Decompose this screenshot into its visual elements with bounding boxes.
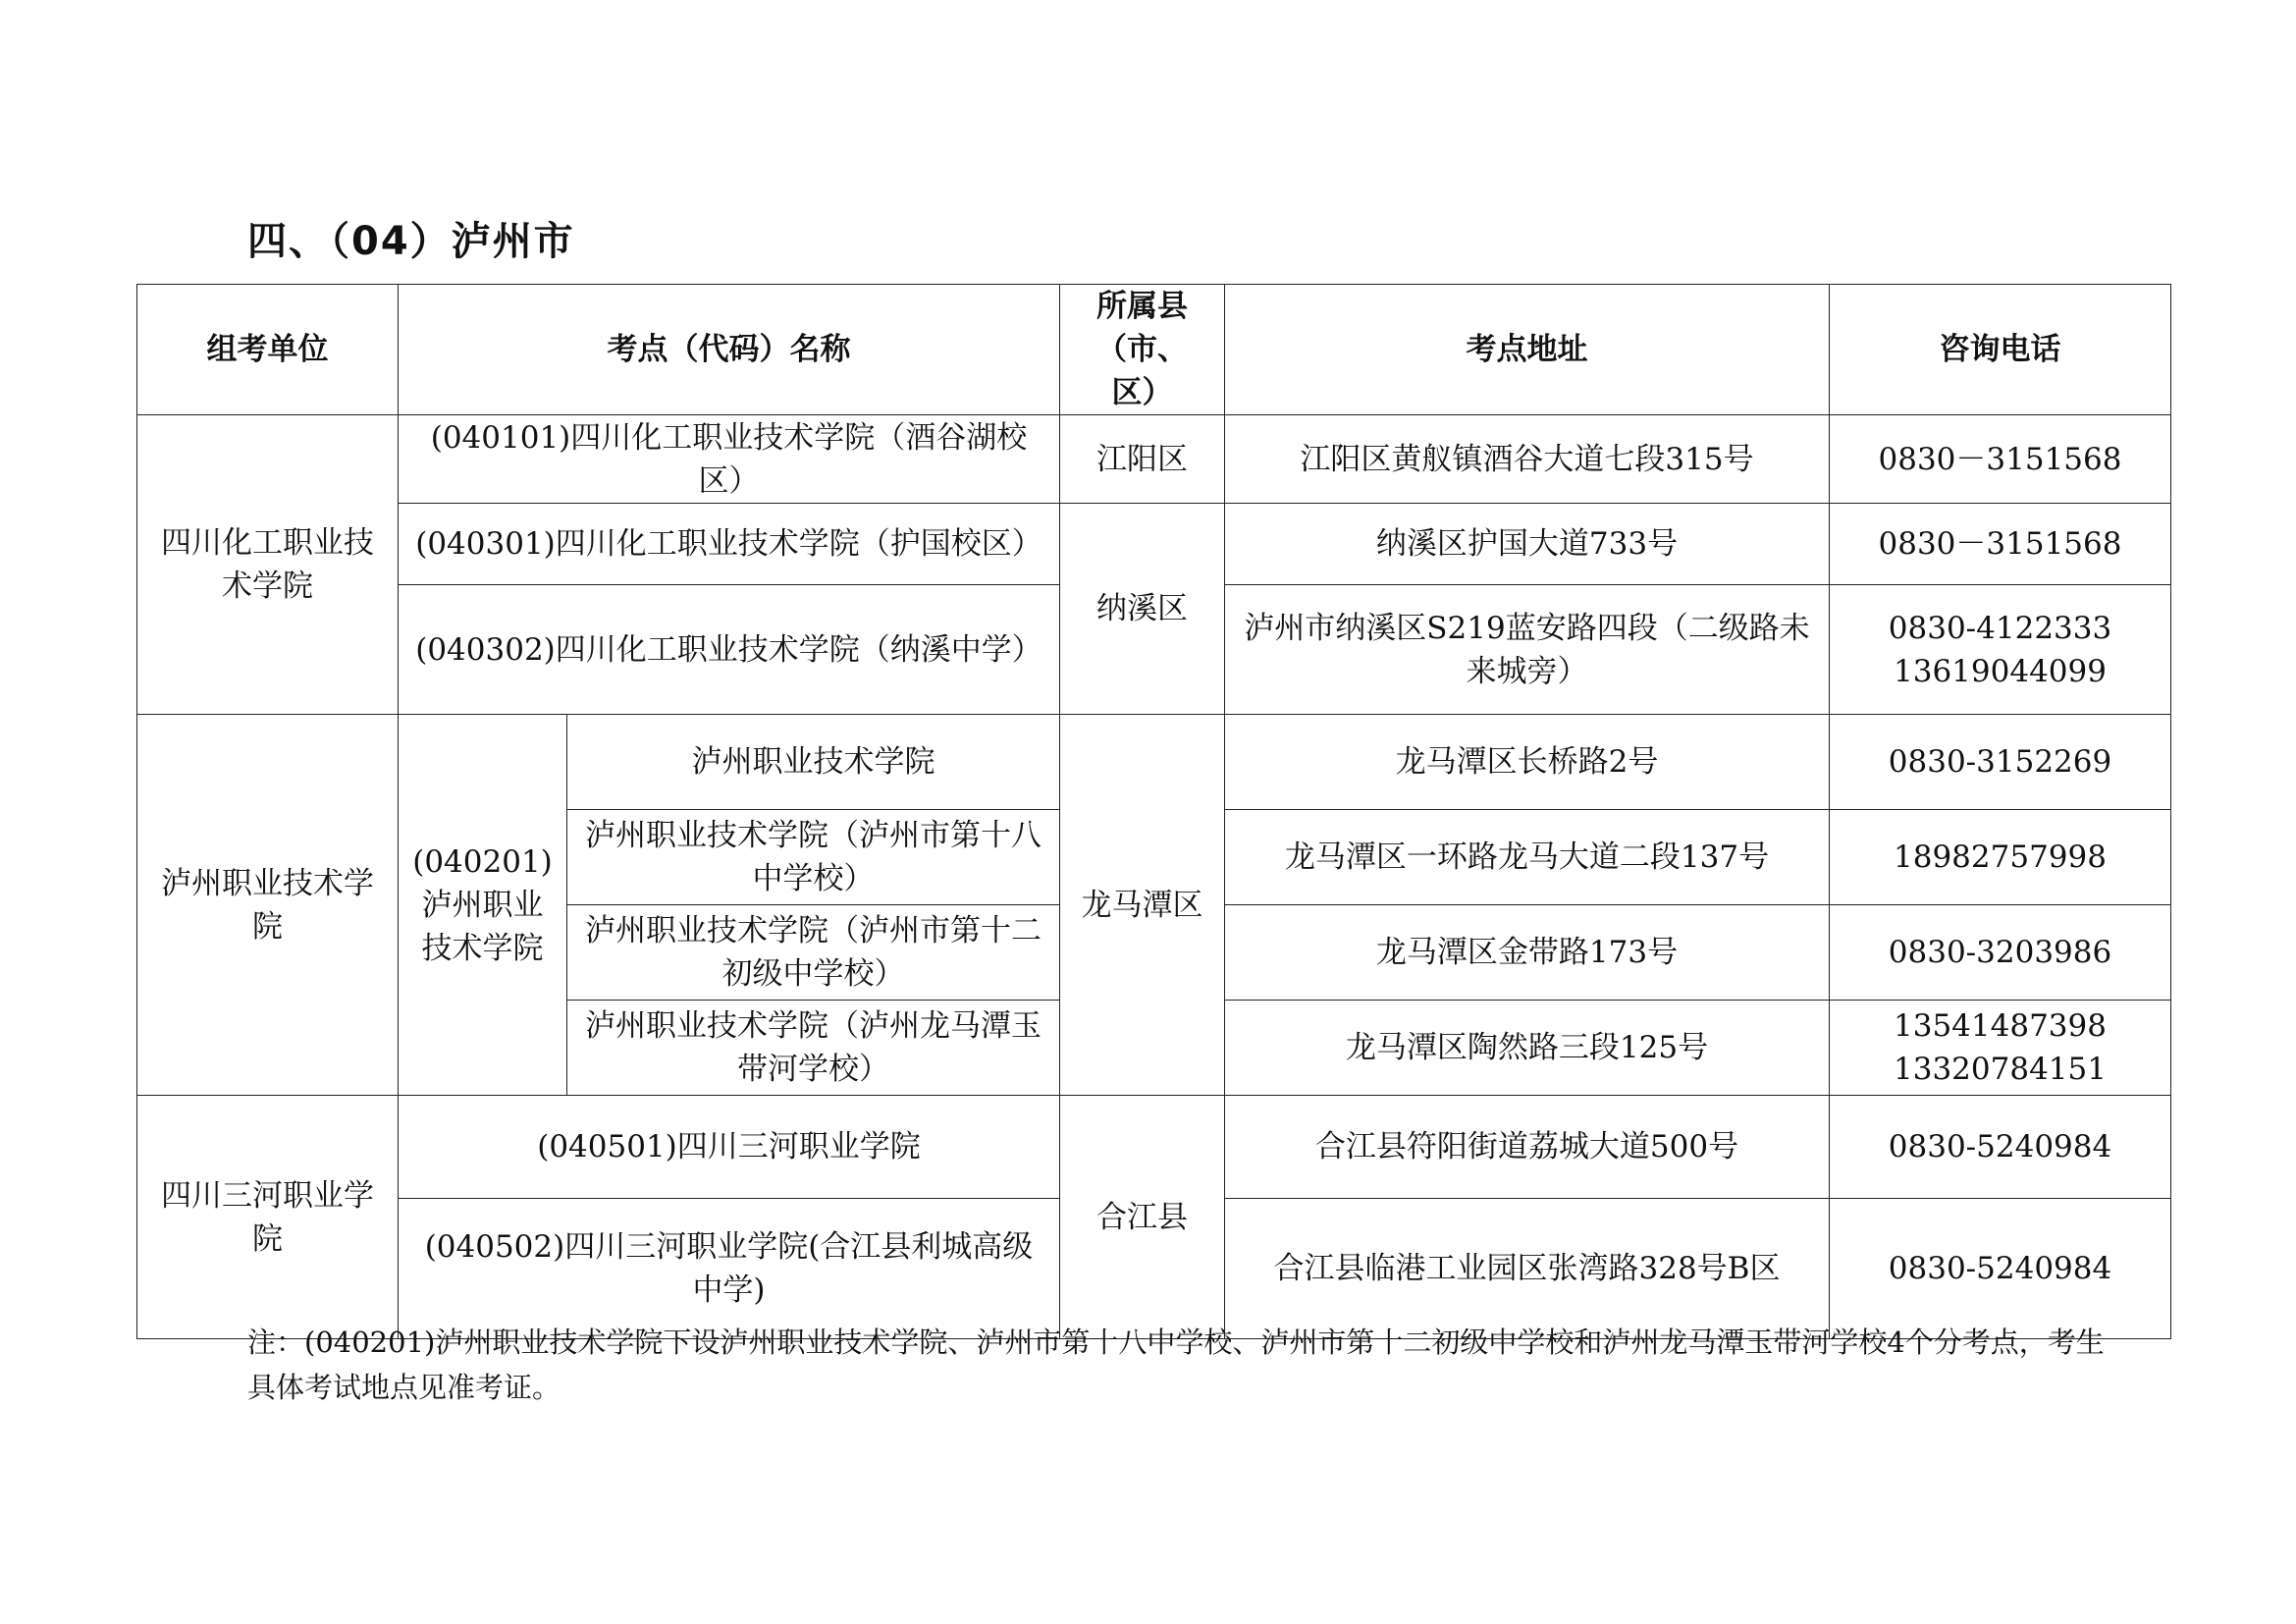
unit-cell: 泸州职业技术学院 [137,715,399,1096]
address-cell: 合江县临港工业园区张湾路328号B区 [1225,1199,1830,1339]
address-cell: 龙马潭区陶然路三段125号 [1225,1001,1830,1096]
table-row [137,415,2171,504]
table-row [137,1096,2171,1199]
phone-cell: 0830－3151568 [1830,415,2171,504]
footnote: 注：(040201)泸州职业技术学院下设泸州职业技术学院、泸州市第十八中学校、泸州市第十二初级中学校和泸州龙马潭玉带河学校4个分考点，考生具体考试地点见准考证。 [247,1326,2105,1404]
site-cell: (040101)四川化工职业技术学院（酒谷湖校区） [399,415,1060,504]
address-cell: 龙马潭区长桥路2号 [1225,715,1830,810]
page-heading: 四、（04）泸州市 [247,219,575,264]
site-cell: (040502)四川三河职业学院(合江县利城高级中学) [399,1199,1060,1339]
sub-site-cell: 泸州职业技术学院（泸州龙马潭玉带河学校） [567,1001,1060,1096]
address-cell: 泸州市纳溪区S219蓝安路四段（二级路未来城旁） [1225,585,1830,715]
sub-site-cell: 泸州职业技术学院 [567,715,1060,810]
county-cell: 纳溪区 [1060,504,1225,715]
site-cell: (040302)四川化工职业技术学院（纳溪中学） [399,585,1060,715]
sub-site-cell: 泸州职业技术学院（泸州市第十八中学校） [567,810,1060,905]
phone-cell: 0830-4122333 13619044099 [1830,585,2171,715]
header-county: 所属县（市、区） [1060,285,1225,415]
phone-cell: 0830－3151568 [1830,504,2171,585]
county-cell: 龙马潭区 [1060,715,1225,1096]
header-unit: 组考单位 [137,285,399,415]
phone-cell: 0830-3203986 [1830,905,2171,1001]
site-cell: (040501)四川三河职业学院 [399,1096,1060,1199]
phone-cell: 0830-5240984 [1830,1199,2171,1339]
header-phone: 咨询电话 [1830,285,2171,415]
phone-cell: 0830-3152269 [1830,715,2171,810]
address-cell: 江阳区黄舣镇酒谷大道七段315号 [1225,415,1830,504]
address-cell: 合江县符阳街道荔城大道500号 [1225,1096,1830,1199]
unit-cell: 四川三河职业学院 [137,1096,399,1339]
exam-site-table [136,284,2171,1339]
county-cell: 合江县 [1060,1096,1225,1339]
table-row [137,504,2171,585]
address-cell: 纳溪区护国大道733号 [1225,504,1830,585]
address-cell: 龙马潭区金带路173号 [1225,905,1830,1001]
sub-site-cell: 泸州职业技术学院（泸州市第十二初级中学校） [567,905,1060,1001]
phone-cell: 13541487398 13320784151 [1830,1001,2171,1096]
phone-cell: 18982757998 [1830,810,2171,905]
phone-cell: 0830-5240984 [1830,1096,2171,1199]
unit-cell: 四川化工职业技术学院 [137,415,399,715]
header-site: 考点（代码）名称 [399,285,1060,415]
table-row [137,715,2171,810]
site-cell: (040301)四川化工职业技术学院（护国校区） [399,504,1060,585]
header-address: 考点地址 [1225,285,1830,415]
code-site-cell: (040201)泸州职业技术学院 [399,715,567,1096]
county-cell: 江阳区 [1060,415,1225,504]
address-cell: 龙马潭区一环路龙马大道二段137号 [1225,810,1830,905]
header-row [137,285,2171,415]
